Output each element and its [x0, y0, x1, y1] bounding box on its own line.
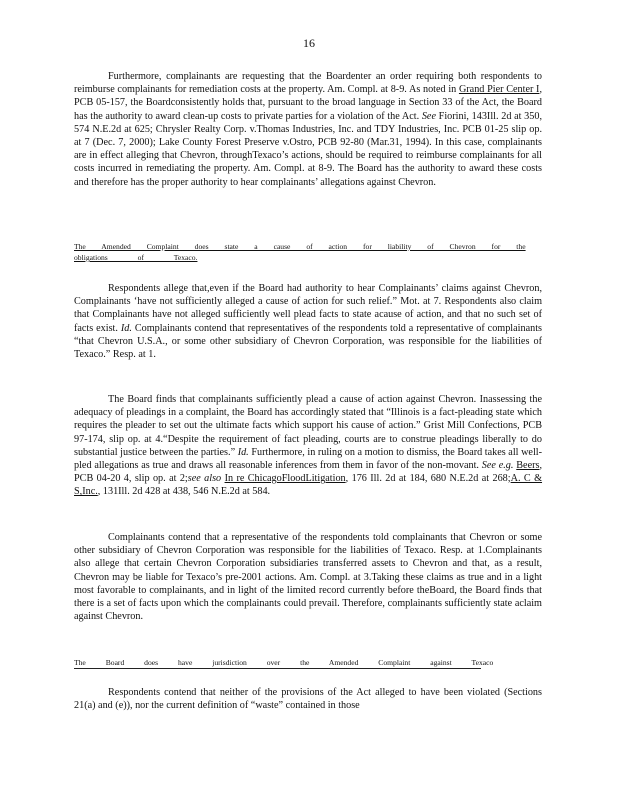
paragraph-text: , PCB 05-157, the Boardconsistently holds that, pursuant to the broad language in Section 33 of the Act, the Board has the authority to award clean-up costs to private parties for a violation of the Act. [74, 84, 542, 122]
citation-signal: See [421, 110, 436, 122]
paragraph-text: Furthermore, complainants are requesting that the Boardenter an order requiring both respondents to reimburse complainants for remediation costs at the property. Am. Compl. at 8-9. As noted in [74, 71, 542, 96]
paragraph-board-authority [74, 70, 542, 189]
paragraph-respondents-contend [74, 686, 542, 712]
section-heading-cause-of-action [74, 241, 526, 263]
citation-case-name: A. C & S,Inc. [74, 473, 543, 498]
paragraph-text: , 131Ill. 2d 428 at 438, 546 N.E.2d at 584. [97, 486, 271, 498]
heading-line: The Amended Complaint does state a cause of action for liability of Chevron for the [74, 242, 526, 251]
paragraph-text: , 176 Ill. 2d at 184, 680 N.E.2d at 268; [345, 473, 511, 485]
section-heading-jurisdiction [74, 657, 493, 668]
paragraph-text: Complainants contend that representatives of the respondents told a representative of complainants “that Chevron U.S.A., or some other subsidiary of Chevron Corporation, was responsible for the liabilities of Texaco.” Resp. at 1. [74, 322, 542, 361]
citation-case-name: Grand Pier Center I [458, 84, 540, 96]
citation-case-name: In re ChicagoFloodLitigation [224, 473, 346, 485]
paragraph-text: , PCB 04-20 4, slip op. at 2; [74, 460, 542, 485]
citation-signal: Id. [237, 446, 249, 458]
paragraph-text: The Board finds that complainants sufficiently plead a cause of action against Chevron. Inassessing the adequacy of pleadings in a complaint, the Board has accordingly stated that “Illinois is a fact-pleading state which requires the pleader to set out the ultimate facts which support his cause of action.” Grist Mill Confections, PCB 97-174, slip op. at 4.“Despite the requirement of fact pleading, courts are to construe pleadings liberally to do substantial justice between the parties.” [74, 394, 542, 458]
paragraph-text: Complainants contend that a representative of the respondents told complainants that Chevron or some other subsidiary of Chevron Corporation was responsible for the liabilities of Texaco. Resp. at 1.Complainants also allege that certain Chevron Corporation subsidiaries transferred assets to Chevron and that, as a result, Chevron may be liable for Texaco’s pre-2001 actions. Am. Compl. at 3.Taking these claims as true and in a light most favorable to complainants, and in light of the limited record currently before theBoard, the Board finds that there is a set of facts upon which the complainants could prevail. Therefore, complainants sufficiently state aclaim against Chevron. [74, 532, 542, 623]
paragraph-text: Furthermore, in ruling on a motion to dismiss, the Board takes all well-pled allegations as true and draws all reasonable inferences from them in favor of the non-movant. [74, 446, 542, 472]
paragraph-respondents-allege [74, 282, 542, 361]
paragraph-text: Respondents contend that neither of the provisions of the Act alleged to have been violated (Sections 21(a) and (e)), nor the current definition of “waste” contained in those [74, 687, 542, 712]
paragraph-board-finds [74, 393, 542, 499]
heading-line: obligations of Texaco. [74, 253, 198, 262]
page-number: 16 [303, 36, 315, 50]
citation-case-name: Beers [516, 460, 540, 472]
citation-signal: see also [187, 473, 222, 485]
paragraph-text: Respondents allege that,even if the Board had authority to hear Complainants’ claims against Chevron, Complainants ‘have not sufficiently alleged a cause of action for such relief.” Mot. at 7. Respondents also claim that Complainants have not alleged sufficiently well plead facts to state acause of action, and that no such set of facts exist. [74, 283, 542, 334]
heading-underline [74, 668, 481, 669]
paragraph-complainants-contend [74, 531, 542, 623]
citation-signal: Id. [120, 322, 132, 334]
paragraph-text: Fiorini, 143Ill. 2d at 350, 574 N.E.2d at 625; Chrysler Realty Corp. v.Thomas Industries, Inc. and TDY Industries, Inc. PCB 01-25 slip op. at 7 (Dec. 7, 2000); Lake County Forest Preserve v.Ostro, PCB 92-80 (Mar.31, 1994). In this case, complainants are in effect alleging that Chevron, throughTexaco’s actions, should be required to reimburse complainants for all costs incurred in remediating the property. Am. Compl. at 8-9. The Board has the authority to award these costs and therefore has the proper authority to hear complainants’ allegations against Chevron. [74, 110, 542, 188]
heading-line: The Board does have jurisdiction over the Amended Complaint against Texaco [74, 658, 494, 667]
citation-signal: See e.g. [481, 460, 514, 472]
